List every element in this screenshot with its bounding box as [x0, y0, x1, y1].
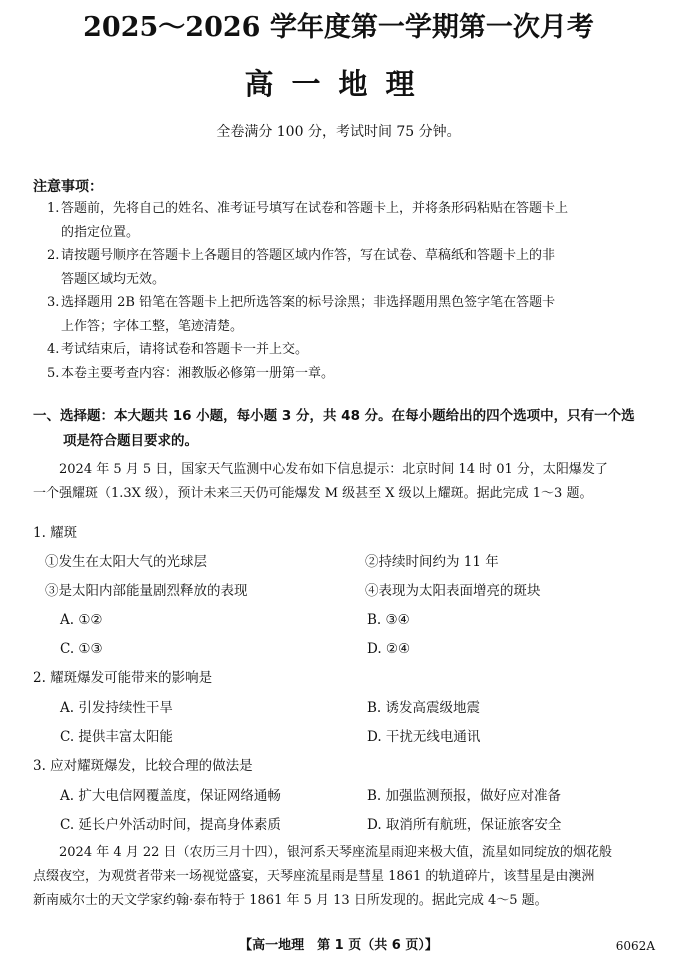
note-item — [33, 338, 653, 362]
note-text: 的指定位置。 — [61, 224, 140, 240]
page-number: 【高一地理 第 1 页（共 6 页）】 — [239, 938, 438, 953]
q3-option-d: D. 取消所有航班，保证旅客安全 — [367, 817, 562, 833]
exam-meta: 全卷满分 100 分，考试时间 75 分钟。 — [216, 124, 461, 140]
q3-option-a: A. 扩大电信网覆盖度，保证网络通畅 — [60, 788, 281, 804]
q1-option-d: D. ②④ — [367, 641, 411, 657]
note-text: 上作答；字体工整，笔迹清楚。 — [61, 318, 244, 334]
note-item — [33, 268, 653, 292]
passage-line: 点缀夜空，为观赏者带来一场视觉盛宴，天琴座流星雨是彗星 1861 的轨道碎片，该彗星是由澳洲 — [33, 869, 595, 884]
q2-option-c: C. 提供丰富太阳能 — [60, 729, 173, 745]
page-footer — [0, 935, 677, 957]
exam-title: 2025～2026 学年度第一学期第一次月考 — [83, 12, 594, 43]
note-item — [33, 362, 653, 386]
q1-option-a: A. ①② — [60, 612, 103, 628]
passage-1 — [33, 458, 655, 506]
passage-line: 一个强耀斑（1.3X 级），预计未来三天仍可能爆发 M 级甚至 X 级以上耀斑。据此完成 1～3 题。 — [33, 486, 593, 501]
statement-4: ④表现为太阳表面增亮的斑块 — [365, 583, 541, 599]
note-item — [33, 197, 653, 221]
note-text: 选择题用 2B 铅笔在答题卡上把所选答案的标号涂黑；非选择题用黑色签字笔在答题卡 — [61, 295, 556, 310]
note-text: 请按题号顺序在答题卡上各题目的答题区域内作答，写在试卷、草稿纸和答题卡上的非 — [61, 248, 556, 263]
note-number: 5. — [47, 365, 60, 381]
q3-option-b: B. 加强监测预报，做好应对准备 — [367, 788, 562, 804]
section-heading-line1: 一、选择题：本大题共 16 小题，每小题 3 分，共 48 分。在每小题给出的四个选项中，只有一个选 — [33, 408, 635, 424]
q1-option-b: B. ③④ — [367, 612, 410, 628]
passage-line: 新南威尔士的天文学家约翰·泰布特于 1861 年 5 月 13 日所发现的。据此完成 4～5 题。 — [33, 893, 548, 908]
section-heading-line2: 项是符合题目要求的。 — [63, 433, 198, 449]
note-item — [33, 244, 653, 268]
passage-2 — [33, 841, 655, 913]
question-1-stem: 1. 耀斑 — [33, 525, 78, 541]
statement-3: ③是太阳内部能量剧烈释放的表现 — [45, 583, 248, 599]
note-number: 4. — [47, 342, 60, 357]
q2-option-b: B. 诱发高震级地震 — [367, 700, 481, 716]
note-item — [33, 221, 653, 245]
note-item — [33, 315, 653, 339]
statement-2: ②持续时间约为 11 年 — [365, 554, 499, 570]
q3-option-c: C. 延长户外活动时间，提高身体素质 — [60, 817, 281, 833]
subject-title: 高一地理 — [244, 67, 433, 101]
note-text: 考试结束后，请将试卷和答题卡一并上交。 — [61, 342, 309, 357]
question-3-stem: 3. 应对耀斑爆发，比较合理的做法是 — [33, 758, 253, 774]
q2-option-d: D. 干扰无线电通讯 — [367, 729, 481, 745]
statement-1: ①发生在太阳大气的光球层 — [45, 554, 207, 570]
exam-code: 6062A — [615, 939, 655, 953]
notes-list — [33, 197, 653, 385]
notes-title: 注意事项： — [33, 179, 103, 195]
passage-line: 2024 年 4 月 22 日（农历三月十四），银河系天琴座流星雨迎来极大值，流星如同绽放的烟花般 — [59, 845, 613, 860]
passage-line: 2024 年 5 月 5 日，国家天气监测中心发布如下信息提示：北京时间 14 时 01 分，太阳爆发了 — [59, 462, 608, 477]
q1-option-c: C. ①③ — [60, 641, 103, 657]
note-text: 答题前，先将自己的姓名、准考证号填写在试卷和答题卡上，并将条形码粘贴在答题卡上 — [61, 201, 569, 216]
note-number: 1. — [47, 201, 60, 216]
note-text: 本卷主要考查内容：湘教版必修第一册第一章。 — [61, 365, 335, 381]
note-number: 3. — [47, 295, 60, 310]
note-item — [33, 291, 653, 315]
note-number: 2. — [47, 248, 60, 263]
note-text: 答题区域均无效。 — [61, 271, 166, 287]
section-heading — [33, 404, 657, 454]
q2-option-a: A. 引发持续性干旱 — [60, 700, 173, 716]
question-2-stem: 2. 耀斑爆发可能带来的影响是 — [33, 670, 213, 686]
